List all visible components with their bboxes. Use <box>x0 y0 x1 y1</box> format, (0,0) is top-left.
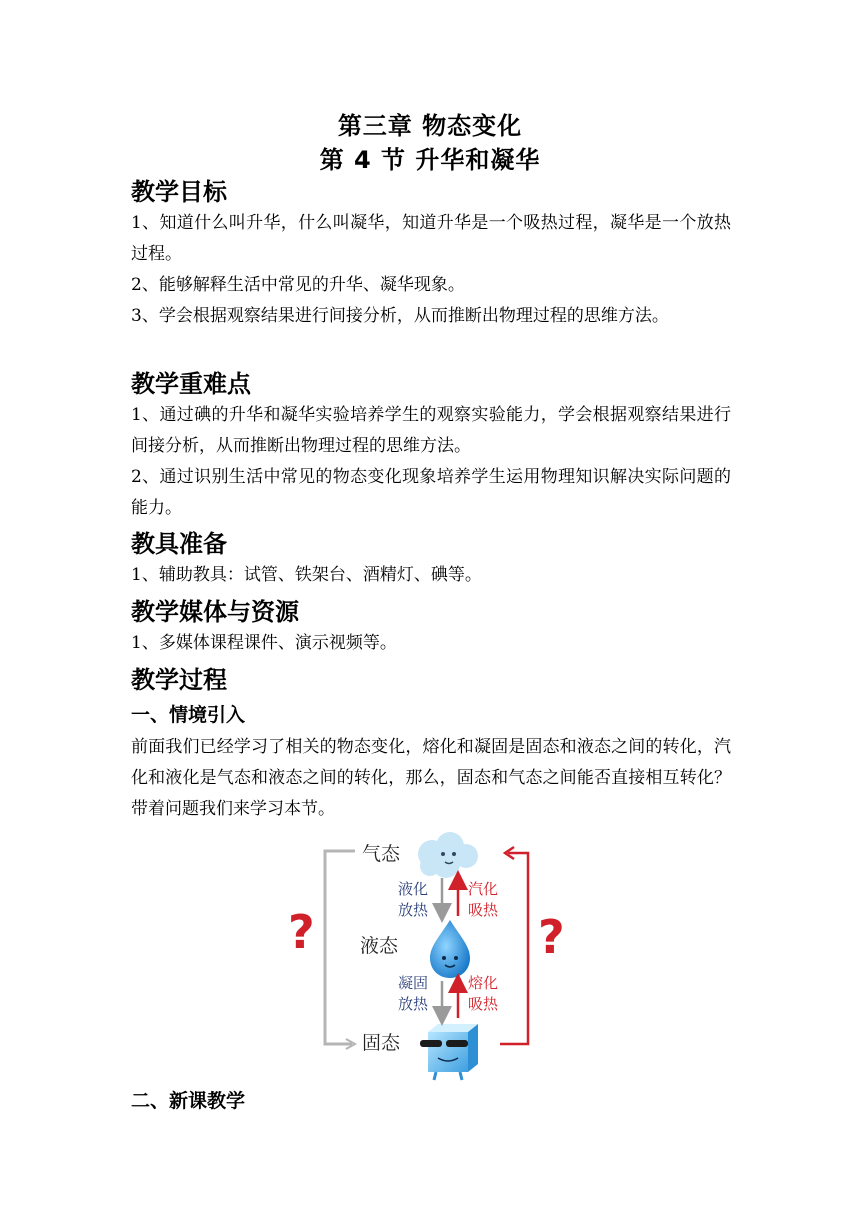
label-solidification: 凝固 <box>398 974 429 992</box>
water-drop-icon <box>430 920 470 978</box>
key-point-item-2: 2、通过识别生活中常见的物态变化现象培养学生运用物理知识解决实际问题的能力。 <box>131 467 731 518</box>
label-melting: 熔化 <box>468 974 499 992</box>
state-solid-label: 固态 <box>362 1032 401 1054</box>
state-liquid-label: 液态 <box>360 935 399 957</box>
chapter-title: 第三章 物态变化 <box>337 112 523 140</box>
objectives-heading: 教学目标 <box>131 178 227 206</box>
question-mark-right: ? <box>538 910 565 964</box>
intro-heading: 一、情境引入 <box>131 704 246 726</box>
objective-item-2: 2、能够解释生活中常见的升华、凝华现象。 <box>131 275 465 295</box>
ice-cube-icon <box>420 1024 478 1080</box>
left-gray-arrow <box>325 851 355 1049</box>
key-point-item-1: 1、通过碘的升华和凝华实验培养学生的观察实验能力，学会根据观察结果进行间接分析，从而推断出物理过程的思维方法。 <box>131 405 731 456</box>
new-lesson-heading: 二、新课教学 <box>131 1090 246 1112</box>
label-release-heat-upper: 放热 <box>398 901 429 919</box>
state-gas-label: 气态 <box>362 843 401 865</box>
cloud-icon <box>418 832 478 878</box>
tools-item-1: 1、辅助教具：试管、铁架台、酒精灯、碘等。 <box>131 565 482 585</box>
label-vaporization: 汽化 <box>468 880 499 898</box>
state-change-diagram <box>280 818 580 1088</box>
label-absorb-heat-lower: 吸热 <box>468 995 499 1013</box>
media-heading: 教学媒体与资源 <box>131 598 299 626</box>
objective-item-1: 1、知道什么叫升华，什么叫凝华，知道升华是一个吸热过程，凝华是一个放热过程。 <box>131 213 731 264</box>
media-item-1: 1、多媒体课程课件、演示视频等。 <box>131 633 397 653</box>
label-liquefaction: 液化 <box>398 880 429 898</box>
section-title: 第 4 节 升华和凝华 <box>319 146 541 174</box>
tools-heading: 教具准备 <box>131 530 227 558</box>
right-red-arrow <box>500 847 528 1044</box>
question-mark-left: ? <box>288 905 315 959</box>
label-absorb-heat-upper: 吸热 <box>468 901 499 919</box>
key-points-heading: 教学重难点 <box>131 370 251 398</box>
label-release-heat-lower: 放热 <box>398 995 429 1013</box>
objective-item-3: 3、学会根据观察结果进行间接分析，从而推断出物理过程的思维方法。 <box>131 306 669 326</box>
process-heading: 教学过程 <box>131 666 227 694</box>
intro-paragraph: 前面我们已经学习了相关的物态变化，熔化和凝固是固态和液态之间的转化，汽化和液化是气态和液态之间的转化，那么，固态和气态之间能否直接相互转化？带着问题我们来学习本节。 <box>131 737 731 819</box>
